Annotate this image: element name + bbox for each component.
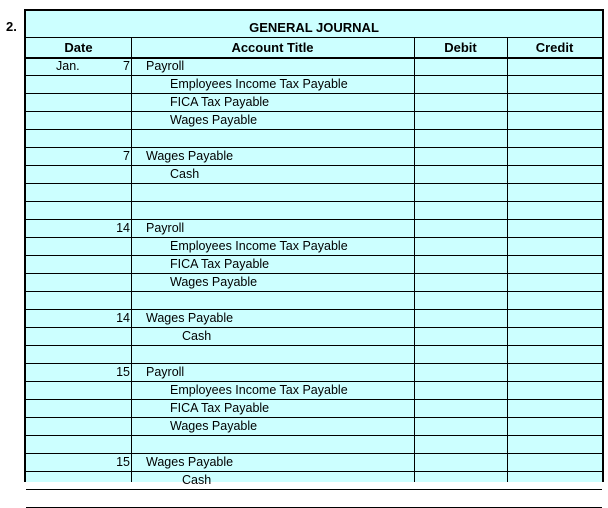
- date-day-cell[interactable]: [76, 112, 130, 129]
- date-day-cell[interactable]: [76, 256, 130, 273]
- debit-cell[interactable]: [414, 382, 506, 399]
- debit-cell[interactable]: [414, 274, 506, 291]
- journal-row: [26, 148, 602, 166]
- debit-cell[interactable]: [414, 346, 506, 363]
- date-day-cell[interactable]: 7: [123, 149, 130, 163]
- date-day-cell[interactable]: [76, 382, 130, 399]
- header-credit: Credit: [535, 40, 574, 55]
- debit-cell[interactable]: [414, 418, 506, 435]
- problem-number: 2.: [6, 19, 17, 34]
- account-title-cell[interactable]: Payroll: [146, 59, 185, 73]
- debit-cell[interactable]: [414, 292, 506, 309]
- debit-cell[interactable]: [414, 472, 506, 489]
- account-title-cell[interactable]: Payroll: [146, 365, 185, 379]
- debit-cell[interactable]: [414, 436, 506, 453]
- column-divider: [414, 37, 415, 482]
- account-title-cell[interactable]: FICA Tax Payable: [170, 95, 270, 109]
- account-title-cell[interactable]: [131, 292, 428, 309]
- date-day-cell[interactable]: [76, 490, 130, 507]
- journal-row: [26, 58, 602, 76]
- account-title-cell[interactable]: FICA Tax Payable: [170, 257, 270, 271]
- credit-cell[interactable]: [507, 292, 602, 309]
- account-title-cell[interactable]: Cash: [182, 473, 212, 487]
- debit-cell[interactable]: [414, 112, 506, 129]
- credit-cell[interactable]: [507, 130, 602, 147]
- account-title-cell[interactable]: [131, 436, 428, 453]
- debit-cell[interactable]: [414, 256, 506, 273]
- general-journal-table: [24, 9, 604, 487]
- column-divider: [131, 37, 132, 482]
- debit-cell[interactable]: [414, 220, 506, 237]
- account-title-cell[interactable]: [131, 184, 428, 201]
- debit-cell[interactable]: [414, 310, 506, 327]
- debit-cell[interactable]: [414, 76, 506, 93]
- account-title-cell[interactable]: Payroll: [146, 221, 185, 235]
- date-day-cell[interactable]: [76, 94, 130, 111]
- date-day-cell[interactable]: [76, 400, 130, 417]
- journal-row: [26, 364, 602, 382]
- journal-row: [26, 202, 602, 220]
- journal-row: [26, 400, 602, 418]
- date-day-cell[interactable]: [76, 202, 130, 219]
- journal-row: [26, 256, 602, 274]
- journal-row: [26, 238, 602, 256]
- credit-cell[interactable]: [507, 454, 602, 471]
- date-day-cell[interactable]: [76, 328, 130, 345]
- header-account-title: Account Title: [231, 40, 314, 55]
- account-title-cell[interactable]: Employees Income Tax Payable: [170, 383, 348, 397]
- credit-cell[interactable]: [507, 202, 602, 219]
- credit-cell[interactable]: [507, 418, 602, 435]
- account-title-cell[interactable]: Wages Payable: [170, 419, 258, 433]
- debit-cell[interactable]: [414, 202, 506, 219]
- debit-cell[interactable]: [414, 58, 506, 75]
- journal-row: [26, 418, 602, 436]
- credit-cell[interactable]: [507, 76, 602, 93]
- header-date: Date: [64, 40, 93, 55]
- date-day-cell[interactable]: [76, 76, 130, 93]
- journal-row: [26, 490, 602, 508]
- journal-row: [26, 130, 602, 148]
- date-day-cell[interactable]: [76, 436, 130, 453]
- credit-cell[interactable]: [507, 58, 602, 75]
- account-title-cell[interactable]: Wages Payable: [146, 149, 234, 163]
- date-day-cell[interactable]: [76, 238, 130, 255]
- credit-cell[interactable]: [507, 490, 602, 507]
- debit-cell[interactable]: [414, 166, 506, 183]
- column-header-row: [26, 37, 602, 59]
- credit-cell[interactable]: [507, 166, 602, 183]
- account-title-cell[interactable]: Wages Payable: [146, 455, 234, 469]
- account-title-cell[interactable]: Wages Payable: [146, 311, 234, 325]
- credit-cell[interactable]: [507, 94, 602, 111]
- date-day-cell[interactable]: 15: [116, 365, 130, 379]
- date-day-cell[interactable]: 14: [116, 311, 130, 325]
- debit-cell[interactable]: [414, 454, 506, 471]
- journal-row: [26, 454, 602, 472]
- journal-row: [26, 310, 602, 328]
- column-divider: [507, 37, 508, 482]
- credit-cell[interactable]: [507, 382, 602, 399]
- debit-cell[interactable]: [414, 94, 506, 111]
- account-title-cell[interactable]: Cash: [170, 167, 200, 181]
- journal-rows: [26, 58, 602, 508]
- date-day-cell[interactable]: 7: [123, 59, 130, 73]
- debit-cell[interactable]: [414, 490, 506, 507]
- credit-cell[interactable]: [507, 274, 602, 291]
- account-title-cell[interactable]: [131, 202, 428, 219]
- journal-row: [26, 328, 602, 346]
- debit-cell[interactable]: [414, 328, 506, 345]
- credit-cell[interactable]: [507, 256, 602, 273]
- date-day-cell[interactable]: [76, 346, 130, 363]
- journal-row: [26, 436, 602, 454]
- debit-cell[interactable]: [414, 130, 506, 147]
- journal-row: [26, 166, 602, 184]
- credit-cell[interactable]: [507, 148, 602, 165]
- credit-cell[interactable]: [507, 112, 602, 129]
- journal-row: [26, 94, 602, 112]
- journal-title: GENERAL JOURNAL: [249, 20, 379, 35]
- debit-cell[interactable]: [414, 400, 506, 417]
- journal-row: [26, 76, 602, 94]
- journal-row: [26, 346, 602, 364]
- account-title-cell[interactable]: Wages Payable: [170, 113, 258, 127]
- credit-cell[interactable]: [507, 400, 602, 417]
- account-title-cell[interactable]: [131, 130, 428, 147]
- account-title-cell[interactable]: [131, 346, 428, 363]
- date-day-cell[interactable]: [76, 292, 130, 309]
- date-day-cell[interactable]: [76, 472, 130, 489]
- debit-cell[interactable]: [414, 148, 506, 165]
- account-title-cell[interactable]: Employees Income Tax Payable: [170, 77, 348, 91]
- journal-row: [26, 292, 602, 310]
- journal-row: [26, 112, 602, 130]
- journal-row: [26, 382, 602, 400]
- account-title-cell[interactable]: Employees Income Tax Payable: [170, 239, 348, 253]
- debit-cell[interactable]: [414, 184, 506, 201]
- credit-cell[interactable]: [507, 310, 602, 327]
- account-title-cell[interactable]: Wages Payable: [170, 275, 258, 289]
- credit-cell[interactable]: [507, 346, 602, 363]
- date-day-cell[interactable]: [76, 130, 130, 147]
- header-debit: Debit: [444, 40, 477, 55]
- credit-cell[interactable]: [507, 238, 602, 255]
- debit-cell[interactable]: [414, 364, 506, 381]
- credit-cell[interactable]: [507, 472, 602, 489]
- date-day-cell[interactable]: 15: [116, 455, 130, 469]
- date-day-cell[interactable]: 14: [116, 221, 130, 235]
- account-title-cell[interactable]: [131, 490, 428, 507]
- credit-cell[interactable]: [507, 220, 602, 237]
- credit-cell[interactable]: [507, 184, 602, 201]
- journal-row: [26, 274, 602, 292]
- account-title-cell[interactable]: FICA Tax Payable: [170, 401, 270, 415]
- credit-cell[interactable]: [507, 364, 602, 381]
- date-day-cell[interactable]: [76, 184, 130, 201]
- journal-row: [26, 220, 602, 238]
- date-day-cell[interactable]: [76, 418, 130, 435]
- credit-cell[interactable]: [507, 328, 602, 345]
- account-title-cell[interactable]: Cash: [182, 329, 212, 343]
- date-day-cell[interactable]: [76, 274, 130, 291]
- journal-row: [26, 184, 602, 202]
- date-month-cell[interactable]: Jan.: [56, 59, 80, 73]
- debit-cell[interactable]: [414, 238, 506, 255]
- credit-cell[interactable]: [507, 436, 602, 453]
- journal-row: [26, 472, 602, 490]
- date-day-cell[interactable]: [76, 166, 130, 183]
